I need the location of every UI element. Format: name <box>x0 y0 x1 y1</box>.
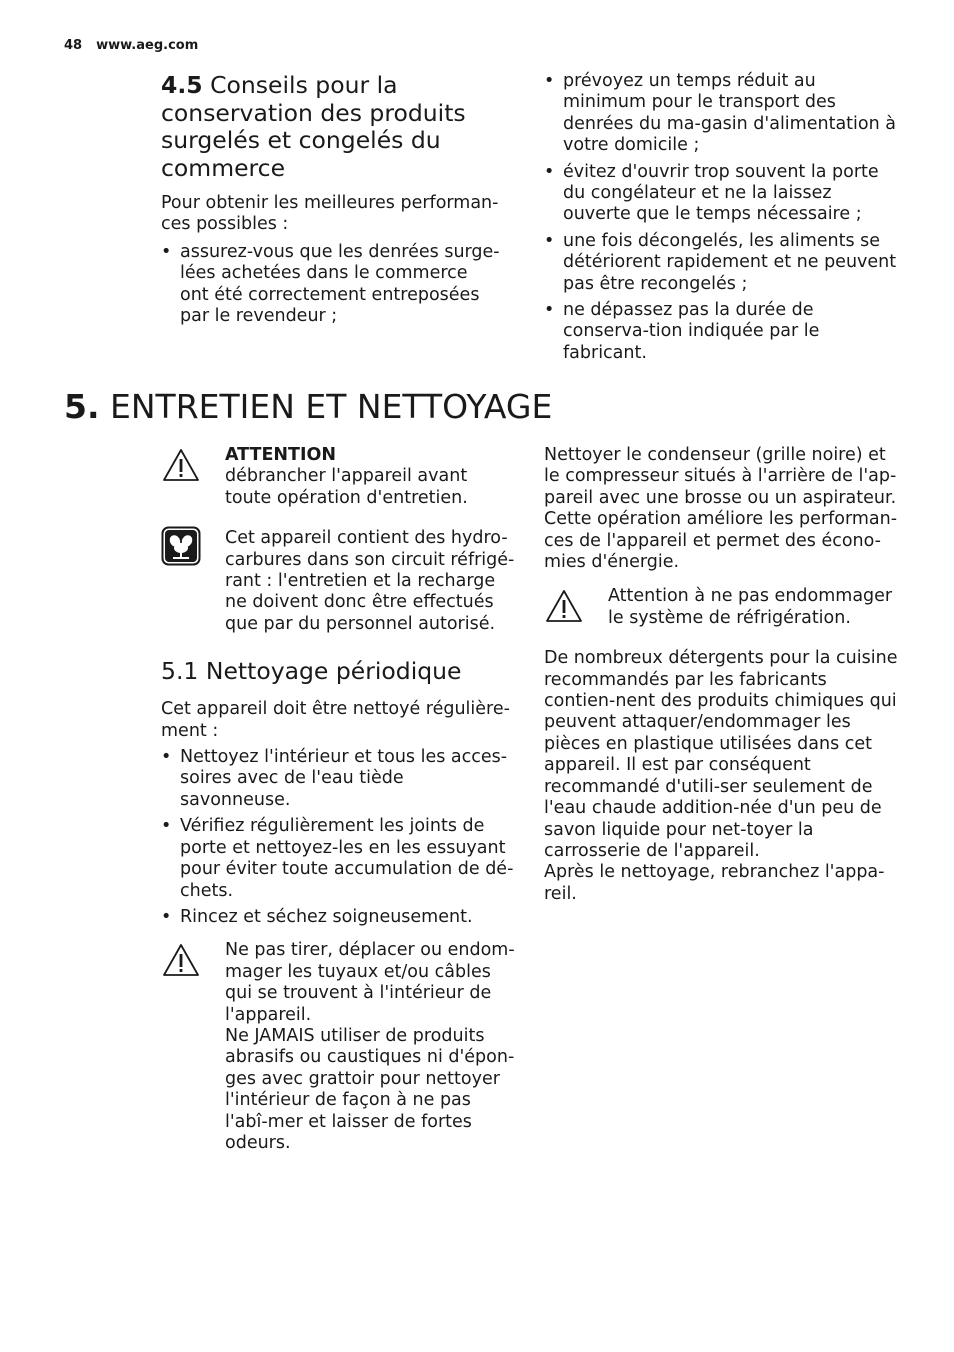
page-number: 48 <box>64 38 83 53</box>
section-5-1-heading <box>161 657 516 685</box>
attention-note <box>161 445 516 509</box>
bullet-list-right <box>544 71 898 364</box>
attention-title: ATTENTION <box>225 445 337 465</box>
section-4-5-right <box>544 71 898 369</box>
website-link[interactable]: www.aeg.com <box>96 38 199 53</box>
refrigeration-warning <box>544 586 898 629</box>
attention-text: débrancher l'appareil avant toute opération d'entretien. <box>225 466 468 508</box>
section-title: Conseils pour la conservation des produits surgelés et congelés du commerce <box>161 71 466 182</box>
section-5-right <box>544 445 898 905</box>
warning-text-1: Ne pas tirer, déplacer ou endom-mager les tuyaux et/ou câbles qui se trouvent à l'intérieur de l'appareil. <box>225 940 515 1025</box>
section-intro: Cet appareil doit être nettoyé régulière-ment : <box>161 699 510 741</box>
chapter-heading <box>64 388 552 426</box>
warning-triangle-icon <box>161 445 201 485</box>
condenser-paragraph: Nettoyer le condenseur (grille noire) et le compresseur situés à l'arrière de l'ap-pareil avec une brosse ou un aspirateur. Cette opération améliore les performan-ces de l'appareil et permet des écono-mies d'énergie. <box>544 445 898 573</box>
section-number: 5.1 <box>161 657 199 686</box>
list-item: • Nettoyez l'intérieur et tous les acces-soires avec de l'eau tiède savonneuse. <box>161 747 516 811</box>
list-item: • Rincez et séchez soigneusement. <box>161 907 516 928</box>
cleaning-warning <box>161 940 516 1154</box>
section-intro: Pour obtenir les meilleures performan-ces possibles : <box>161 193 499 235</box>
section-4-5-heading <box>161 72 501 182</box>
environment-flower-icon <box>161 526 201 566</box>
reconnect-paragraph: Après le nettoyage, rebranchez l'appa-reil. <box>544 862 885 904</box>
warning-text-2: Ne JAMAIS utiliser de produits abrasifs ou caustiques ni d'épon-ges avec grattoir pour nettoyer l'intérieur de façon à ne pas l'abî-mer et laisser de fortes odeurs. <box>225 1025 515 1153</box>
section-4-5-left <box>161 72 501 332</box>
section-5-left <box>161 445 516 1154</box>
page-header <box>64 38 198 53</box>
environment-text: Cet appareil contient des hydro-carbures dans son circuit réfrigé-rant : l'entretien et la recharge ne doivent donc être effectués que par du personnel autorisé. <box>225 528 515 634</box>
detergent-paragraph: De nombreux détergents pour la cuisine recommandés par les fabricants contien-nent des produits chimiques qui peuvent attaquer/endommager les pièces en plastique utilisées dans cet appareil. Il est par conséquent recommandé d'utili-ser seulement de l'eau chaude addition-née d'un peu de savon liquide pour net-toyer la carrosserie de l'appareil. <box>544 648 898 861</box>
list-item: • prévoyez un temps réduit au minimum pour le transport des denrées du ma-gasin d'alimentation à votre domicile ; <box>544 71 898 157</box>
bullet-list <box>161 747 516 928</box>
chapter-title: ENTRETIEN ET NETTOYAGE <box>110 387 553 426</box>
refrigeration-warning-text: Attention à ne pas endommager le système de réfrigération. <box>608 586 893 628</box>
section-title: Nettoyage périodique <box>205 657 462 686</box>
bullet-list-left <box>161 242 501 328</box>
chapter-number: 5. <box>64 387 100 426</box>
warning-triangle-icon <box>544 586 584 626</box>
list-item: • évitez d'ouvrir trop souvent la porte du congélateur et ne la laissez ouverte que le temps nécessaire ; <box>544 162 898 226</box>
section-number: 4.5 <box>161 71 203 99</box>
list-item: • une fois décongelés, les aliments se détériorent rapidement et ne peuvent pas être recongelés ; <box>544 231 898 295</box>
list-item: • Vérifiez régulièrement les joints de porte et nettoyez-les en les essuyant pour éviter toute accumulation de dé-chets. <box>161 816 516 902</box>
environment-note <box>161 528 516 635</box>
warning-triangle-icon <box>161 940 201 980</box>
list-item: • ne dépassez pas la durée de conserva-tion indiquée par le fabricant. <box>544 300 898 364</box>
list-item: • assurez-vous que les denrées surge-lées achetées dans le commerce ont été correctement entreposées par le revendeur ; <box>161 242 501 328</box>
